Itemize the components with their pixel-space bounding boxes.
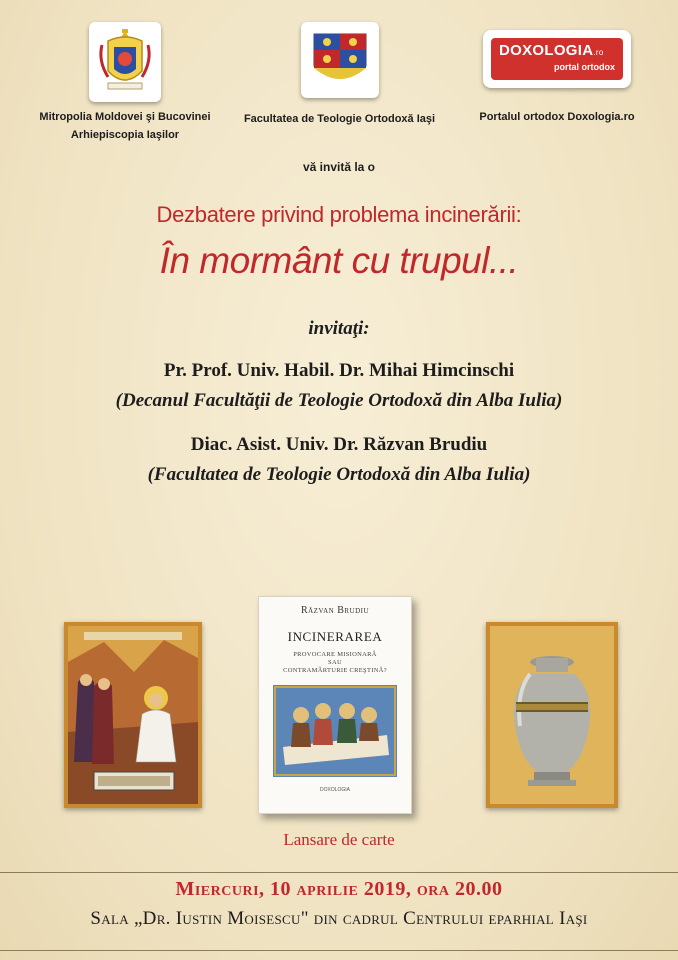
metropolis-logo-block (20, 22, 230, 144)
book-publisher: DOXOLOGIA (319, 787, 350, 793)
divider (0, 950, 678, 951)
metropolis-name: Mitropolia Moldovei şi Bucovinei (39, 111, 211, 123)
book-title: INCINERAREA (287, 629, 383, 644)
event-subtitle: În mormânt cu trupul... (159, 240, 519, 281)
doxologia-portal-name: Portalul ortodox Doxologia.ro (479, 111, 635, 123)
book-subtitle-line: PROVOCARE MISIONARĂ (293, 651, 377, 658)
archdiocese-name: Arhiepiscopia Iaşilor (70, 129, 180, 141)
book-cover-art (273, 685, 397, 777)
doxologia-logo-block (452, 22, 662, 126)
guest-2-name: Diac. Asist. Univ. Dr. Răzvan Brudiu (190, 434, 488, 455)
divider (0, 872, 678, 873)
book-subtitle (269, 651, 401, 675)
book-subtitle-line: CONTRAMĂRTURIE CREŞTINĂ? (283, 667, 387, 674)
faculty-logo-block (232, 22, 447, 128)
event-title: Dezbatere privind problema incinerării: (156, 202, 522, 227)
guest-1-affiliation: (Decanul Facultăţii de Teologie Ortodoxă din Alba Iulia) (115, 390, 563, 411)
book-launch-label: Lansare de carte (283, 830, 395, 849)
guest-1-name: Pr. Prof. Univ. Habil. Dr. Mihai Himcinschi (163, 360, 515, 381)
resurrection-icon-image (64, 622, 202, 808)
event-date: Miercuri, 10 aprilie 2019, ora 20.00 (175, 878, 503, 900)
book-author: Răzvan Brudiu (300, 605, 370, 616)
guest-2-affiliation: (Facultatea de Teologie Ortodoxă din Alba Iulia) (147, 464, 531, 485)
faculty-name: Facultatea de Teologie Ortodoxă Iaşi (243, 113, 436, 125)
doxologia-logo (483, 30, 631, 88)
doxologia-word: DOXOLOGIA.ro (499, 42, 604, 59)
event-venue: Sala „Dr. Iustin Moisescu" din cadrul Centrului eparhial Iaşi (90, 908, 588, 929)
metropolis-emblem (89, 22, 161, 102)
doxologia-subtitle: portal ortodox (554, 62, 615, 72)
faculty-emblem (301, 22, 379, 98)
book-subtitle-line: SAU (328, 659, 342, 666)
book-cover (258, 596, 412, 814)
guests-label: invitaţi: (308, 318, 370, 339)
urn-image (486, 622, 618, 808)
invite-line: vă invită la o (302, 160, 376, 174)
